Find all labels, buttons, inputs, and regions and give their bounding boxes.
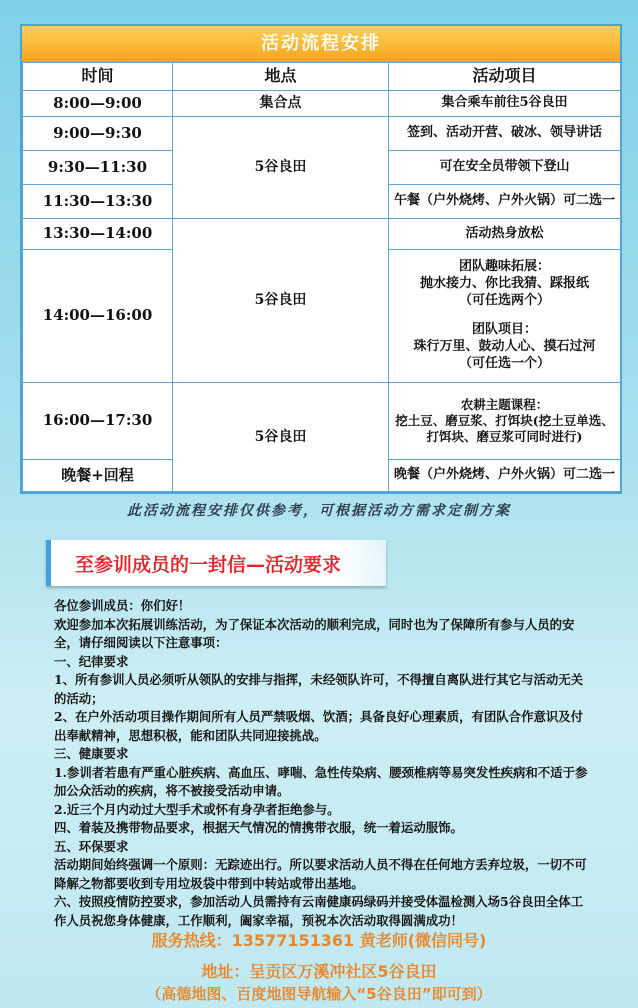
service-hotline: 服务热线：13577151361 黄老师(微信同号) [151, 931, 487, 950]
activity-line: 抛水接力、你比我猜、踩报纸 [419, 276, 589, 292]
letter-paragraph: 四、着装及携带物品要求，根据天气情况的情携带衣服，统一着运动服饰。 [54, 820, 463, 835]
schedule-panel [20, 24, 622, 494]
letter-paragraph: 2.近三个月内动过大型手术或怀有身孕者拒绝参与。 [54, 801, 340, 817]
row-activity: 午餐（户外烧烤、户外火锅）可二选一 [389, 185, 621, 219]
letter-title-banner [46, 540, 386, 586]
row-time: 8:00—9:00 [23, 91, 173, 117]
table-row [23, 91, 621, 117]
activity-line: （可任选两个） [458, 293, 550, 309]
row-activity [389, 250, 621, 383]
activity-line: 农耕主题课程： [460, 396, 549, 412]
letter-body [54, 597, 594, 930]
row-activity: 可在安全员带领下登山 [389, 151, 621, 185]
header-time: 时间 [23, 63, 173, 91]
header-activity: 活动项目 [389, 63, 621, 91]
row-time: 13:30—14:00 [23, 219, 173, 250]
header-location: 地点 [173, 63, 389, 91]
row-activity [389, 383, 621, 460]
row-time: 晚餐+回程 [23, 460, 173, 492]
letter-paragraph: 欢迎参加本次拓展训练活动，为了保证本次活动的顺利完成，同时也为了保障所有参与人员的安全，请仔细阅读以下注意事项： [54, 616, 575, 650]
row-activity: 活动热身放松 [389, 219, 621, 250]
letter-paragraph: 一、纪律要求 [54, 653, 129, 669]
table-row [23, 117, 621, 151]
letter-paragraph: 1.参训者若患有严重心脏疾病、高血压、哮喘、急性传染病、腰颈椎病等易突发性疾病和不适于参加公众活动的疾病，将不被接受活动申请。 [54, 764, 588, 798]
row-activity: 签到、活动开营、破冰、领导讲话 [389, 117, 621, 151]
letter-paragraph: 活动期间始终强调一个原则：无踪迹出行。所以要求活动人员不得在任何地方丢弃垃圾，一切不可降解之物都要收到专用垃圾袋中带到中转站或带出基地。 [54, 857, 587, 891]
schedule-note: 此活动流程安排仅供参考，可根据活动方需求定制方案 [127, 503, 511, 519]
row-time: 14:00—16:00 [23, 250, 173, 383]
table-row [23, 219, 621, 250]
letter-paragraph: 各位参训成员：你们好！ [54, 598, 191, 613]
row-activity: 晚餐（户外烧烤、户外火锅）可二选一 [389, 460, 621, 492]
letter-paragraph: 三、健康要求 [54, 746, 129, 761]
activity-line: 珠行万里、鼓动人心、摸石过河 [413, 338, 596, 354]
letter-paragraph: 六、按照疫情防控要求，参加活动人员需持有云南健康码绿码并接受体温检测入场5谷良田全体工作人员祝您身体健康，工作顺利，阖家幸福，预祝本次活动取得圆满成功！ [54, 894, 584, 928]
activity-line: （可任选一个） [458, 355, 550, 371]
activity-spacer [393, 310, 616, 322]
schedule-table [22, 62, 621, 492]
address: 地址：呈贡区万溪冲社区5谷良田 [201, 962, 437, 981]
row-location: 5谷良田 [173, 219, 389, 383]
letter-paragraph: 五、环保要求 [54, 838, 129, 854]
letter-paragraph: 1、所有参训人员必须听从领队的安排与指挥，未经领队许可，不得擅自离队进行其它与活动无关的活动； [54, 672, 584, 706]
letter-paragraph: 2、在户外活动项目操作期间所有人员严禁吸烟、饮酒；具备良好心理素质，有团队合作意识及付出奉献精神，思想积极，能和团队共同迎接挑战。 [54, 709, 584, 743]
navigation-hint: （高德地图、百度地图导航输入“5谷良田”即可到） [146, 985, 492, 1003]
row-location: 集合点 [173, 91, 389, 117]
row-activity: 集合乘车前往5谷良田 [389, 91, 621, 117]
row-time: 9:30—11:30 [23, 151, 173, 185]
table-header-row [23, 63, 621, 91]
letter-title: 至参训成员的一封信—活动要求 [75, 553, 342, 576]
row-location: 5谷良田 [173, 117, 389, 219]
activity-line: 挖土豆、磨豆浆、打饵块(挖土豆单选、 [395, 412, 614, 428]
table-row [23, 383, 621, 460]
schedule-title: 活动流程安排 [22, 26, 620, 62]
activity-line: 团队趣味拓展： [458, 259, 550, 275]
row-location: 5谷良田 [173, 383, 389, 492]
row-time: 11:30—13:30 [23, 185, 173, 219]
activity-line: 打饵块、磨豆浆可同时进行) [426, 429, 583, 445]
row-time: 16:00—17:30 [23, 383, 173, 460]
activity-line: 团队项目： [471, 322, 537, 337]
row-time: 9:00—9:30 [23, 117, 173, 151]
